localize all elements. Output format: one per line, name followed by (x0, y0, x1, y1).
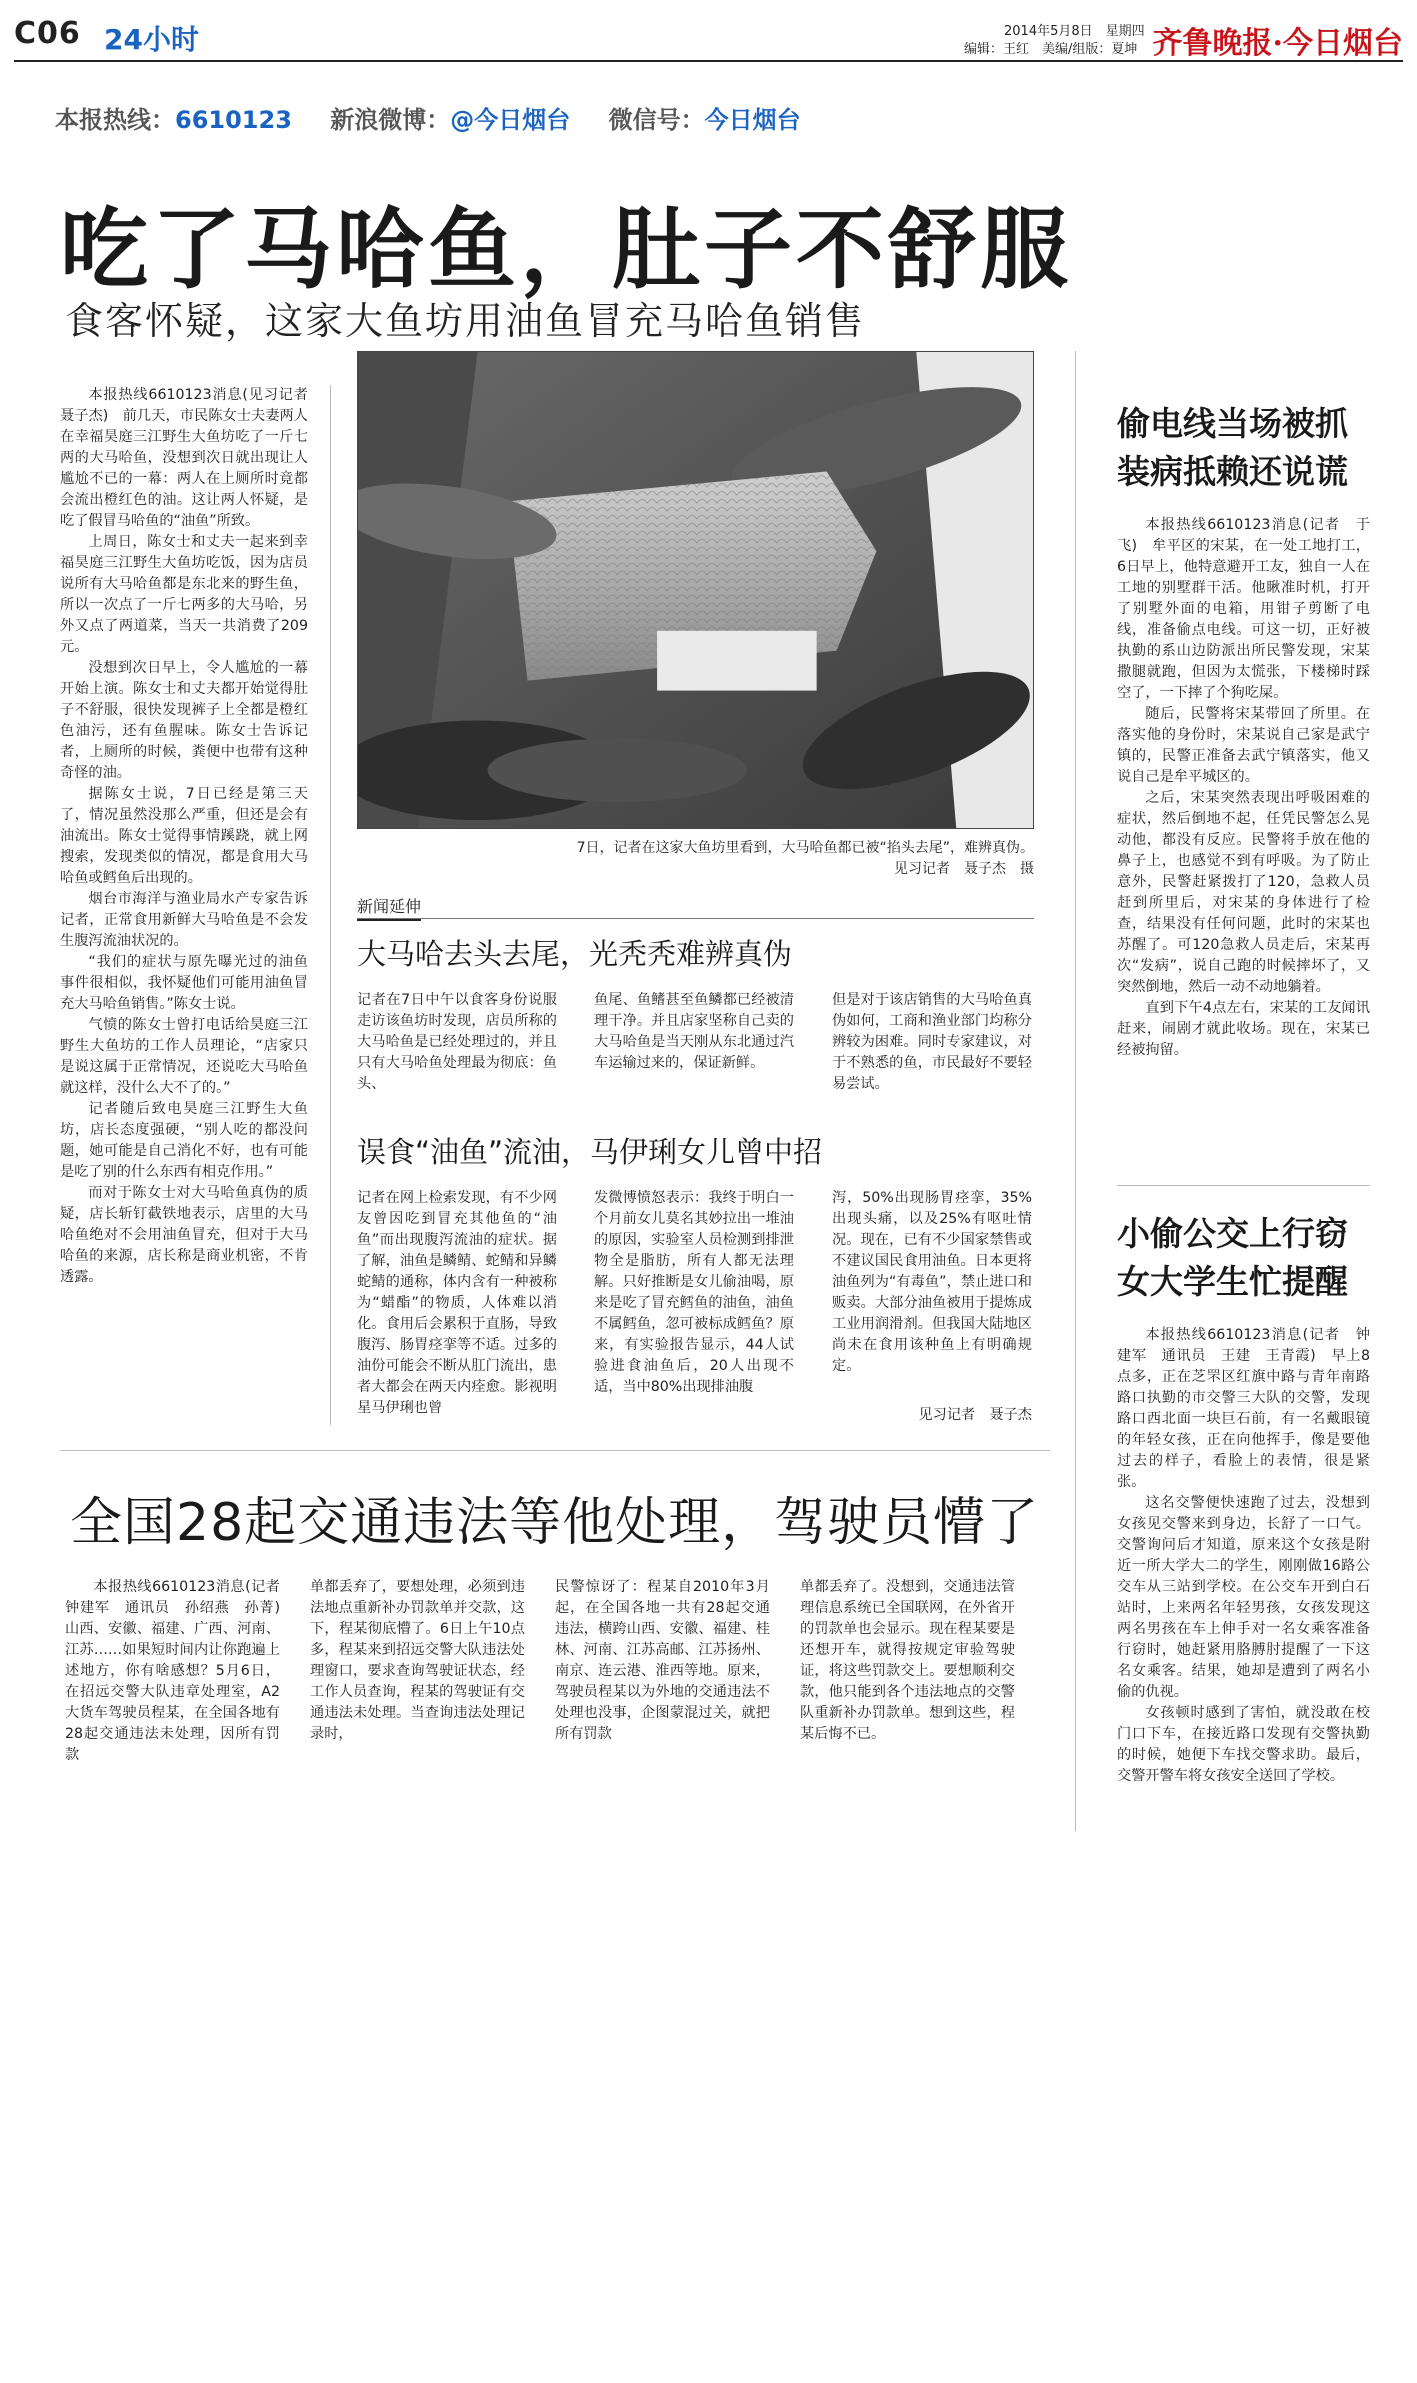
bottom-headline: 全国28起交通违法等他处理，驾驶员懵了 (70, 1493, 1040, 1553)
photo-caption (500, 838, 1034, 880)
fish-photo-graphic (358, 352, 1033, 828)
article-paragraph: 女孩顿时感到了害怕，就没敢在校门口下车，在接近路口发现有交警执勤的时候，她便下车找交警求助。最后，交警开警车将女孩安全送回了学校。 (1117, 1705, 1370, 1784)
story-divider (1117, 1185, 1370, 1186)
hotline-bar (55, 100, 801, 134)
extension-2-col-2: 发微博愤怒表示：我终于明白一个月前女儿莫名其妙拉出一堆油的原因，实验室人员检测到排泄物全是脂肪，所有人都无法理解。只好推断是女儿偷油喝，原来是吃了冒充鳕鱼的油鱼，油鱼不属鳕鱼，忽可被标成鳕鱼？原来，有实验报告显示，44人试验进食油鱼后，20人出现不适，当中80%出现排油腹 (594, 1190, 794, 1395)
article-paragraph: 之后，宋某突然表现出呼吸困难的症状，然后倒地不起，任凭民警怎么晃动他，都没有反应。民警将手放在他的鼻子上，也感觉不到有呼吸。为了防止意外，民警赶紧拨打了120，急救人员赶到所里后，对宋某的身体进行了检查，结果没有任何问题，此时的宋某也苏醒了。可120急救人员走后，宋某再次“发病”，说自己跑的时候摔坏了，又突然倒地，然后一动不动地躺着。 (1117, 790, 1370, 995)
article-paragraph: 本报热线6610123消息(记者 于飞) 牟平区的宋某，在一处工地打工，6日早上，他特意避开工友，独自一人在工地的别墅群干活。他瞅准时机，打开了别墅外面的电箱，用钳子剪断了电线，准备偷点电线。可这一切，正好被执勤的系山边防派出所民警发现，宋某撒腿就跑，但因为太慌张，下楼梯时踩空了，一下摔了个狗吃屎。 (1117, 517, 1370, 701)
article-paragraph: “我们的症状与原先曝光过的油鱼事件很相似，我怀疑他们可能用油鱼冒充大马哈鱼销售。”陈女士说。 (60, 954, 308, 1012)
extension-headline-1: 大马哈去头去尾，光秃秃难辨真伪 (357, 937, 793, 971)
right-story-1-title: 偷电线当场被抓装病抵赖还说谎 (1117, 404, 1348, 491)
article-paragraph: 随后，民警将宋某带回了所里。在落实他的身份时，宋某说自己家是武宁镇的，民警正准备去武宁镇落实，他又说自己是牟平城区的。 (1117, 706, 1370, 785)
hotline-number: 6610123 (175, 106, 292, 134)
news-extension-tag: 新闻延伸 (357, 894, 421, 921)
article-paragraph: 上周日，陈女士和丈夫一起来到幸福昊庭三江野生大鱼坊吃饭，因为店员说所有大马哈鱼都是东北来的野生鱼，所以一次点了一斤七两多的大马哈，另外又点了两道菜，当天一共消费了209元。 (60, 534, 308, 655)
article-paragraph: 烟台市海洋与渔业局水产专家告诉记者，正常食用新鲜大马哈鱼是不会发生腹泻流油状况的。 (60, 891, 308, 949)
article-paragraph: 据陈女士说，7日已经是第三天了，情况虽然没那么严重，但还是会有油流出。陈女士觉得事情蹊跷，就上网搜索，发现类似的情况，都是食用大马哈鱼或鳕鱼后出现的。 (60, 786, 308, 886)
article-paragraph: 本报热线6610123消息(记者 钟建军 通讯员 王建 王青霞) 早上8点多，正在芝罘区红旗中路与青年南路路口执勤的市交警三大队的交警，发现路口西北面一块巨石前，有一名戴眼镜的年轻女孩，正在向他挥手，像是要他过去的样子，看脸上的表情，很是紧张。 (1117, 1327, 1370, 1490)
extension-byline: 见习记者 聂子杰 (918, 1407, 1032, 1423)
extension-2-col-1: 记者在网上检索发现，有不少网友曾因吃到冒充其他鱼的“油鱼”而出现腹泻流油的症状。据了解，油鱼是鳞鲭、蛇鲭和异鳞蛇鲭的通称，体内含有一种被称为“蜡酯”的物质，人体难以消化。食用后会累积于直肠，导致腹泻、肠胃痉挛等不适。过多的油份可能会不断从肛门流出，患者大都会在两天内痊愈。影视明星马伊琍也曾 (357, 1190, 557, 1416)
issue-date: 2014年5月8日 星期四 (1004, 24, 1145, 39)
section-name: 24小时 (104, 23, 199, 56)
page-code: C06 (14, 16, 81, 51)
article-paragraph: 而对于陈女士对大马哈鱼真伪的质疑，店长斩钉截铁地表示，店里的大马哈鱼绝对不会用油鱼冒充，但对于大马哈鱼的来源，店长称是商业机密，不肯透露。 (60, 1185, 308, 1285)
weibo-label: 新浪微博： (330, 106, 451, 134)
article-paragraph: 本报热线6610123消息(记者 钟建军 通讯员 孙绍燕 孙菁) 山西、安徽、福建、广西、河南、江苏……如果短时间内让你跑遍上述地方，你有啥感想？5月6日，在招远交警大队违章处理室，A2大货车驾驶员程某，在全国各地有28起交通违法未处理，因所有罚款 (65, 1579, 295, 1763)
bottom-col-2: 单都丢弃了，要想处理，必须到违法地点重新补办罚款单并交款，这下，程某彻底懵了。6日上午10点多，程某来到招远交警大队违法处理窗口，要求查询驾驶证状态，经工作人员查询，程某的驾驶证有交通违法未处理。当查询违法处理记录时， (310, 1579, 525, 1742)
bottom-col-4: 单都丢弃了。没想到，交通违法管理信息系统已全国联网，在外省开的罚款单也会显示。现在程某要是还想开车，就得按规定审验驾驶证，将这些罚款交上。要想顺利交款，他只能到各个违法地点的交警队重新补办罚款单。想到这些，程某后悔不已。 (800, 1579, 1015, 1742)
extension-2-col-3: 泻，50%出现肠胃痉挛，35%出现头痛，以及25%有呕吐情况。现在，已有不少国家禁售或不建议国民食用油鱼。日本更将油鱼列为“有毒鱼”，禁止进口和贩卖。大部分油鱼被用于提炼成工业用润滑剂。但我国大陆地区尚未在食用该种鱼上有明确规定。 (832, 1190, 1032, 1374)
extension-1-col-3: 但是对于该店销售的大马哈鱼真伪如何，工商和渔业部门均称分辨较为困难。同时专家建议，对于不熟悉的鱼，市民最好不要轻易尝试。 (832, 992, 1032, 1092)
newspaper-brand: 齐鲁晚报·今日烟台 (1152, 26, 1403, 61)
article-paragraph: 直到下午4点左右，宋某的工友闻讯赶来，闹剧才就此收场。现在，宋某已经被拘留。 (1117, 1000, 1370, 1058)
hotline-label: 本报热线： (55, 106, 175, 134)
article-paragraph: 没想到次日早上，令人尴尬的一幕开始上演。陈女士和丈夫都开始觉得肚子不舒服，很快发现裤子上全都是橙红色油污，还有鱼腥味。陈女士告诉记者，上厕所的时候，粪便中也带有这种奇怪的油。 (60, 660, 308, 781)
right-story-1-body (1117, 515, 1370, 1061)
main-subhead: 食客怀疑，这家大鱼坊用油鱼冒充马哈鱼销售 (65, 299, 866, 343)
article-paragraph: 气愤的陈女士曾打电话给昊庭三江野生大鱼坊的工作人员理论，“店家只是说这属于正常情况，还说吃大马哈鱼就这样，没什么大不了的。” (60, 1017, 308, 1096)
main-article-body (60, 385, 323, 1288)
masthead (14, 14, 1403, 62)
article-paragraph: 这名交警便快速跑了过去，没想到女孩见交警来到身边，长舒了一口气。交警询问后才知道，原来这个女孩是附近一所大学大二的学生，刚刚做16路公交车从三站到学校。在公交车开到白石站时，上来两名年轻男孩，女孩发现这两名男孩在车上伸手对一名女乘客准备行窃时，她赶紧用胳膊肘提醒了一下这名女乘客。结果，她却是遭到了两名小偷的仇视。 (1117, 1495, 1370, 1700)
section-divider (60, 1450, 1050, 1451)
weibo-handle: @今日烟台 (450, 106, 571, 134)
photo-caption-text: 7日，记者在这家大鱼坊里看到，大马哈鱼都已被“掐头去尾”，难辨真伪。 (576, 840, 1034, 856)
article-paragraph: 记者随后致电昊庭三江野生大鱼坊，店长态度强硬，“别人吃的都没问题，她可能是自己消化不好，也有可能是吃了别的什么东西有相克作用。” (60, 1101, 308, 1180)
extension-headline-2: 误食“油鱼”流油，马伊琍女儿曾中招 (357, 1135, 823, 1169)
extension-1-col-1: 记者在7日中午以食客身份说服走访该鱼坊时发现，店员所称的大马哈鱼是已经处理过的，并且只有大马哈鱼处理最为彻底：鱼头、 (357, 992, 557, 1092)
photo-credit: 见习记者 聂子杰 摄 (894, 861, 1034, 877)
wechat-label: 微信号： (608, 106, 705, 134)
wechat-id: 今日烟台 (704, 106, 801, 134)
bottom-col-1 (65, 1577, 295, 1766)
column-divider (1075, 351, 1076, 1831)
column-divider (330, 385, 331, 1425)
bottom-col-3: 民警惊讶了：程某自2010年3月起，在全国各地一共有28起交通违法，横跨山西、安徽、福建、桂林、河南、江苏高邮、江苏扬州、南京、连云港、淮西等地。原来，驾驶员程某以为外地的交通违法不处理也没事，企图蒙混过关，就把所有罚款 (555, 1579, 770, 1742)
right-story-2-title: 小偷公交上行窃女大学生忙提醒 (1117, 1214, 1348, 1301)
extension-rule (357, 918, 1034, 919)
extension-1-col-2: 鱼尾、鱼鳍甚至鱼鳞都已经被清理干净。并且店家坚称自己卖的大马哈鱼是当天刚从东北通过汽车运输过来的，保证新鲜。 (594, 992, 794, 1071)
editors-line: 编辑：王红 美编/组版：夏坤 (964, 42, 1138, 57)
main-headline: 吃了马哈鱼，肚子不舒服 (60, 198, 1073, 301)
article-paragraph: 本报热线6610123消息(见习记者 聂子杰) 前几天，市民陈女士夫妻两人在幸福昊庭三江野生大鱼坊吃了一斤七两的大马哈鱼，没想到次日就出现让人尴尬不已的一幕：两人在上厕所时竟都会流出橙红色的油。这让两人怀疑，是吃了假冒马哈鱼的“油鱼”所致。 (60, 387, 323, 529)
right-story-2-body (1117, 1325, 1370, 1787)
fish-photo (357, 351, 1034, 829)
